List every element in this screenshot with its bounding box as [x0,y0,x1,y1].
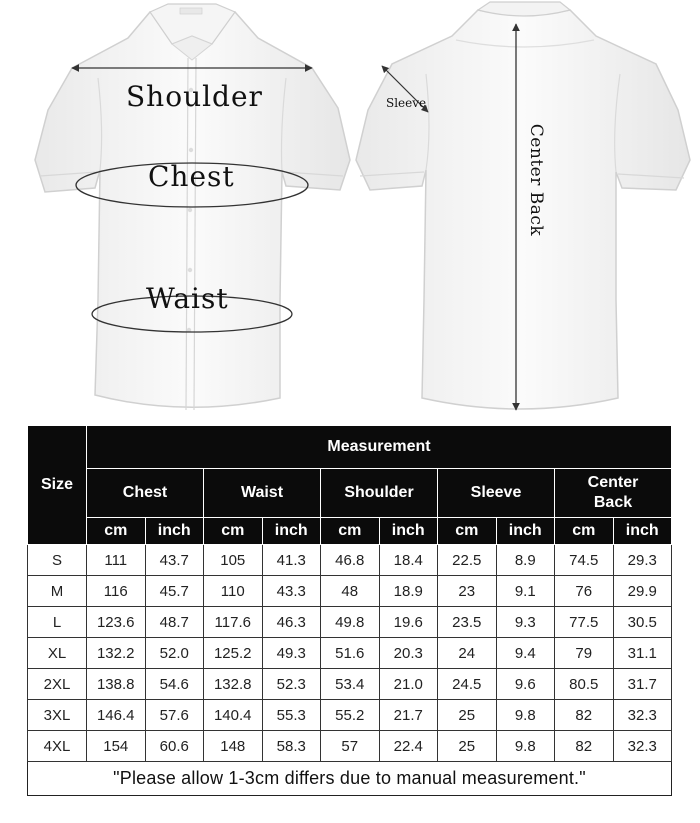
unit-header-cm: cm [204,518,263,545]
table-row [28,731,672,762]
header-row-groups [28,469,672,518]
size-table-body [28,545,672,762]
measurement-cell: 110 [204,576,263,607]
waist-label: Waist [146,282,229,315]
measurement-header: Measurement [87,426,672,469]
measurement-cell: 132.8 [204,669,263,700]
measurement-cell: 80.5 [555,669,614,700]
unit-header-inch: inch [379,518,438,545]
measurement-cell: 52.3 [262,669,321,700]
size-cell: M [28,576,87,607]
measurement-cell: 8.9 [496,545,555,576]
table-row [28,638,672,669]
size-cell: XL [28,638,87,669]
measurement-cell: 30.5 [613,607,672,638]
size-cell: 4XL [28,731,87,762]
measurement-cell: 82 [555,731,614,762]
measurement-cell: 138.8 [87,669,146,700]
measurement-cell: 49.3 [262,638,321,669]
measurement-cell: 117.6 [204,607,263,638]
sleeve-label: Sleeve [386,96,427,110]
unit-header-cm: cm [438,518,497,545]
measurement-cell: 21.7 [379,700,438,731]
measurement-cell: 24 [438,638,497,669]
measurement-cell: 41.3 [262,545,321,576]
measurement-cell: 32.3 [613,731,672,762]
measurement-cell: 74.5 [555,545,614,576]
note-row [28,762,672,796]
measurement-cell: 31.1 [613,638,672,669]
header-row-measurement [28,426,672,469]
measurement-cell: 77.5 [555,607,614,638]
table-row [28,700,672,731]
measurement-cell: 31.7 [613,669,672,700]
unit-header-inch: inch [613,518,672,545]
unit-header-inch: inch [145,518,204,545]
measurement-cell: 18.9 [379,576,438,607]
measurement-cell: 20.3 [379,638,438,669]
measurement-cell: 46.8 [321,545,380,576]
measurement-cell: 57 [321,731,380,762]
measurement-cell: 55.3 [262,700,321,731]
measurement-cell: 53.4 [321,669,380,700]
measurement-cell: 24.5 [438,669,497,700]
measurement-cell: 82 [555,700,614,731]
table-row [28,669,672,700]
measurement-cell: 22.5 [438,545,497,576]
group-header-center-back: Center Back [555,469,672,518]
center-back-label: Center Back [526,123,546,237]
measurement-cell: 48 [321,576,380,607]
measurement-cell: 105 [204,545,263,576]
measurement-cell: 125.2 [204,638,263,669]
measurement-cell: 18.4 [379,545,438,576]
unit-header-cm: cm [321,518,380,545]
table-row [28,607,672,638]
measurement-cell: 116 [87,576,146,607]
measurement-cell: 57.6 [145,700,204,731]
measurement-cell: 79 [555,638,614,669]
group-header-sleeve: Sleeve [438,469,555,518]
size-cell: 3XL [28,700,87,731]
measurement-cell: 51.6 [321,638,380,669]
measurement-cell: 23 [438,576,497,607]
size-cell: S [28,545,87,576]
measurement-cell: 43.7 [145,545,204,576]
measurement-cell: 140.4 [204,700,263,731]
group-header-shoulder: Shoulder [321,469,438,518]
size-header: Size [28,426,87,545]
measurement-cell: 25 [438,731,497,762]
table-row [28,576,672,607]
measurement-cell: 9.1 [496,576,555,607]
measurement-cell: 148 [204,731,263,762]
measurement-cell: 29.9 [613,576,672,607]
measurement-cell: 21.0 [379,669,438,700]
back-shirt [356,2,690,409]
measurement-cell: 43.3 [262,576,321,607]
group-header-waist: Waist [204,469,321,518]
group-header-chest: Chest [87,469,204,518]
measurement-cell: 46.3 [262,607,321,638]
measurement-cell: 123.6 [87,607,146,638]
measurement-cell: 49.8 [321,607,380,638]
measurement-cell: 52.0 [145,638,204,669]
size-cell: 2XL [28,669,87,700]
measurement-cell: 23.5 [438,607,497,638]
measurement-cell: 25 [438,700,497,731]
measurement-cell: 22.4 [379,731,438,762]
measurement-note: "Please allow 1-3cm differs due to manual measurement." [28,762,672,796]
measurement-cell: 9.8 [496,731,555,762]
table-row [28,545,672,576]
measurement-cell: 154 [87,731,146,762]
measurement-cell: 32.3 [613,700,672,731]
unit-header-cm: cm [555,518,614,545]
measurement-cell: 29.3 [613,545,672,576]
measurement-cell: 58.3 [262,731,321,762]
measurement-cell: 54.6 [145,669,204,700]
unit-header-inch: inch [496,518,555,545]
header-row-units [28,518,672,545]
measurement-cell: 55.2 [321,700,380,731]
size-cell: L [28,607,87,638]
measurement-cell: 111 [87,545,146,576]
measurement-cell: 19.6 [379,607,438,638]
measurement-cell: 9.6 [496,669,555,700]
chest-label: Chest [148,160,235,193]
measurement-cell: 146.4 [87,700,146,731]
shoulder-label: Shoulder [126,80,263,113]
measurement-cell: 76 [555,576,614,607]
measurement-cell: 9.3 [496,607,555,638]
unit-header-cm: cm [87,518,146,545]
measurement-cell: 9.4 [496,638,555,669]
measurement-cell: 45.7 [145,576,204,607]
measurement-cell: 60.6 [145,731,204,762]
measurement-cell: 9.8 [496,700,555,731]
unit-header-inch: inch [262,518,321,545]
measurement-cell: 48.7 [145,607,204,638]
size-chart-table [27,425,672,796]
measurement-cell: 132.2 [87,638,146,669]
